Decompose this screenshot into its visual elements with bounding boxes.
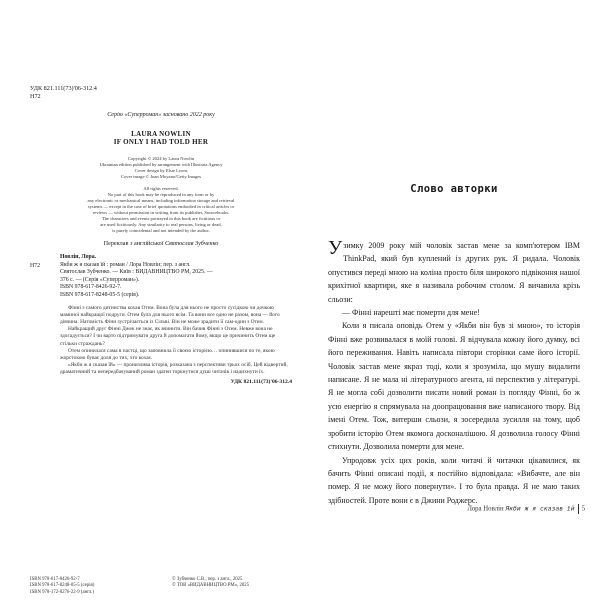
rights-line: The characters and events portrayed in this book are fictitious or [101,216,221,221]
copyright-line: © ТОВ «ВИДАВНИЦТВО РМ», 2025 [172,583,250,589]
catalog-line: ISBN 978-617-8426-92-7. [60,284,122,291]
rights-line: are used fictitiously. Any similarity to real persons, living or dead, [100,222,222,227]
credit-line: Cover design by Elsie Lyons [134,168,188,173]
code-line: Н72 [30,93,41,100]
catalog-line: ISBN 978-617-8248-05-5 (серія). [60,291,140,298]
footer-title: Якби ж я сказав їй [505,504,575,513]
imprint-footer [30,577,292,596]
body-paragraph: Коли я писала оповідь Отем у «Якби він був зі мною», то історія Фінні вже розвивалася в моїй голові. Я відчувала кожну його думку, всі його переживання. Навіть написала півтори сторінки саме його історії. Чоловік застав мене якраз тоді, коли я зрозуміла, що мушу видалити написане. Я не мала ні літературного агента, ні перспектив у літературі. Я не могла собі дозволити писати новий роман із погляду Фінні, бо ж усю енергію я спрямувала на доопрацювання вже написаного твору. Від імені Отем. Тож, витерши сльози, я зосередила зусилля на тому, щоб зробити історію Отем якомога досконалішою. Я дозволила голосу Фінні стихнути. Дозволила померти для мене. [328,321,580,452]
udk-repeat: УДК 821.111(73)'06-312.4 [230,378,292,385]
annotation [60,305,292,377]
isbn-line: ISBN 978-617-8248-05-5 (серія) [30,583,95,589]
credits [30,156,292,180]
rights-line: is purely coincidental and not intended by the author. [112,228,210,233]
series-note: Серію «Суперроман» засновано 2022 року [107,112,215,118]
page-number: 5 [581,505,585,513]
annotation-paragraph: Найкращий друг Фінні Джек не знає, як вчинити. Він бачив Фінні з Отем. Невже вона не здогадується? І чи варто підтримувати друга й допомагати йому, якщо це причинить Отем ще стільки страждань? [60,326,276,347]
running-footer [435,504,585,514]
catalog-code: Н72 [30,263,40,269]
footer-separator [578,504,579,514]
rights-notice [30,186,292,234]
imprint-page [30,85,292,386]
section-title: Слово авторки [410,183,498,195]
catalog-record [30,254,292,386]
isbn-line: ISBN 978-172-8276-22-9 (англ.) [30,589,95,595]
rights-line: systems — except in the case of brief quotations embodied in critical articles or [87,204,235,209]
credit-line: Cover image © Juan Moyano/Getty Images [120,174,202,179]
rights-line: reviews — without permission in writing from its publisher, Sourcebooks. [92,210,230,215]
copyright-block [172,577,292,596]
credit-line: Copyright © 2024 by Laura Nowlin [127,156,195,161]
annotation-paragraph: Отем опинилася сама в пастці, що заповнила її своєю історією… опинившися по те, якою жорстокою буває доля до тих, хто кохає. [60,347,275,361]
translator-name: Святослав Зубченко [164,240,219,247]
body-paragraph [328,239,580,306]
annotation-paragraph: «Якби ж я сказав їй» — пронизлива історія, розказана з перспективи трьох осіб. Цей відвертий, драматичний та непередбачуваний роман здатен торкнутися душі читачів і надихнути їх. [60,362,288,376]
isbn-line: ISBN 978-617-8426-92-7 [30,577,80,582]
rights-line: No part of this book may be reproduced in any form or by [107,192,215,197]
title-en: IF ONLY I HAD TOLD HER [113,138,209,146]
rights-line: All rights reserved. [143,186,179,191]
catalog-head: Новлін, Лора. [60,254,97,260]
dropcap: У [328,237,343,259]
udk-line: УДК 821.111(73)'06-312.4 [30,85,97,92]
catalog-line: Якби ж я сказав їй : роман / Лора Новлін; пер. з англ. [60,261,191,268]
annotation-paragraph: Фінні з самого дитинства кохав Отем. Вона була для нього не просто сусідкою чи дочкою маминої найкращої подруги. Отем була для нього всім. Та вони все одно не разом, вона — його дівчина. Натомість Фінн зустрічається із Сільві. Він не може зрадити її сам-один з Отем. [60,304,280,325]
body-paragraph: — Фінні нарешті має померти для мене! [342,308,480,318]
translator-prefix: Переклав з англійської [103,240,164,247]
author-en: LAURA NOWLIN [131,130,191,138]
catalog-line: Святослав Зубченко. — Київ : ВИДАВНИЦТВО РМ, 2025. — [60,269,213,276]
translator-line [30,240,292,248]
copyright-line: © Зубченко С.В., пер. з англ., 2025 [172,577,243,582]
isbn-block [30,577,94,596]
author-note-body [328,239,580,507]
catalog-line: 376 с. — (Серія «Суперроман»). [60,276,140,283]
body-paragraph: Упродовж усіх цих років, коли читачі й читачки цікавилися, як бачить Фінні описані події, я постійно відповідала: «Вибачте, але він помер. Я не можу його повернути». І то була правда. Я не маю таких здібностей. Проте вони є в Джини Роджерс. [328,455,580,505]
paragraph-text: зимку 2009 року мій чоловік застав мене за комп'ютером IBM ThinkPad, який був куплений із других рук. Я ридала. Чоловік опустився переді мною на коліна просто біля широкого підвіконня нашої крихітної квартири, яке я називала робочим столом. Я вичавила крізь сльози: [328,241,580,304]
credit-line: Ukrainian edition published by arrangement with Illustrata Agency [99,162,223,167]
rights-line: any electronic or mechanical means, including information storage and retrieval [87,198,235,203]
footer-author: Лора Новлін [467,505,504,513]
